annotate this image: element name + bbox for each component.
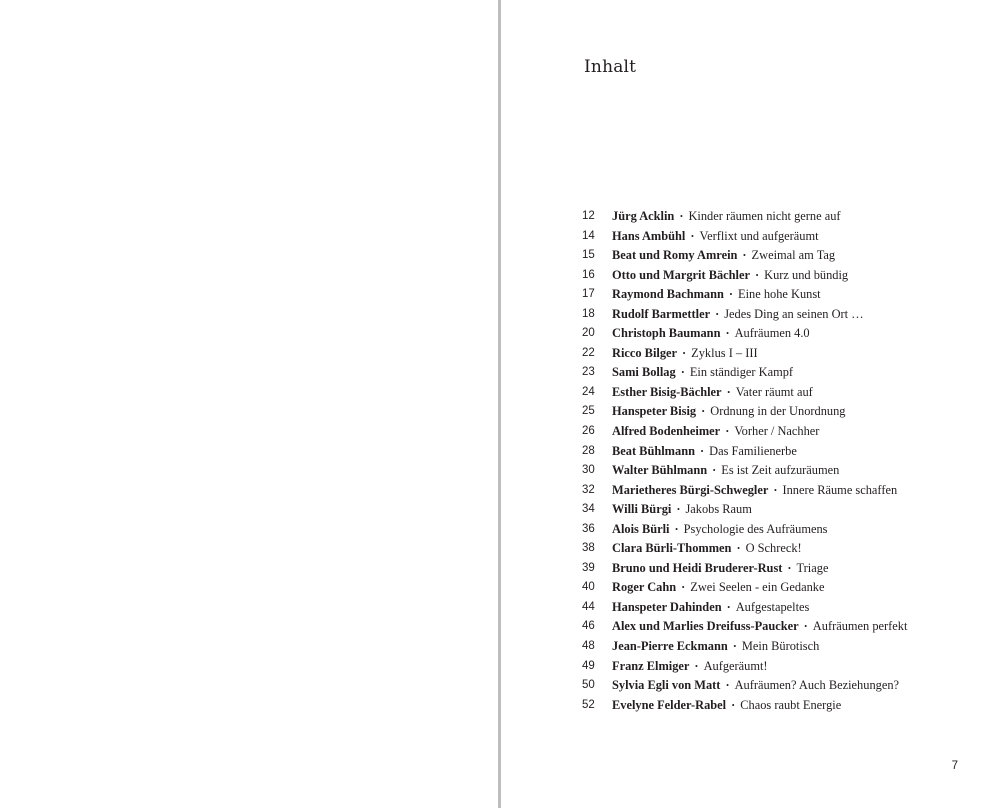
toc-author: Sylvia Egli von Matt xyxy=(612,678,721,693)
toc-page-number: 34 xyxy=(582,503,595,516)
toc-separator: · xyxy=(803,619,808,634)
toc-page-number: 23 xyxy=(582,366,595,379)
toc-title: Ein ständiger Kampf xyxy=(689,365,794,380)
toc-title: Das Familienerbe xyxy=(709,443,797,458)
toc-title: Vorher / Nachher xyxy=(734,424,820,439)
toc-text xyxy=(612,657,768,677)
toc-text xyxy=(612,637,819,657)
toc-entry[interactable] xyxy=(501,461,1000,481)
toc-title: Vater räumt auf xyxy=(735,384,813,399)
toc-title: Kinder räumen nicht gerne auf xyxy=(688,209,841,223)
toc-text xyxy=(612,402,846,422)
toc-page-number: 48 xyxy=(582,640,595,653)
toc-separator: · xyxy=(736,541,741,556)
toc-page-number: 17 xyxy=(582,288,595,301)
toc-title: Kurz und bündig xyxy=(764,267,849,282)
toc-page-number: 22 xyxy=(582,346,595,359)
toc-page-number: 20 xyxy=(582,327,595,340)
toc-entry[interactable] xyxy=(501,285,1000,305)
toc-author: Beat und Romy Amrein xyxy=(612,248,738,263)
toc-title: Innere Räume schaffen xyxy=(782,482,898,497)
toc-title: Aufgestapeltes xyxy=(735,599,810,614)
toc-separator: · xyxy=(732,639,737,654)
toc-separator: · xyxy=(728,287,734,302)
toc-entry[interactable] xyxy=(501,520,1000,540)
toc-text xyxy=(612,422,819,442)
toc-author: Hans Ambühl xyxy=(612,228,686,243)
toc-text xyxy=(612,559,828,579)
toc-page-number: 30 xyxy=(582,464,595,477)
toc-title: Jakobs Raum xyxy=(685,502,752,517)
toc-entry[interactable] xyxy=(501,598,1000,618)
toc-author: Marietheres Bürgi-Schwegler xyxy=(612,482,769,497)
toc-entry[interactable] xyxy=(501,696,1000,716)
left-page xyxy=(0,0,498,808)
toc-entry[interactable] xyxy=(501,422,1000,442)
toc-entry[interactable] xyxy=(501,363,1000,383)
toc-title: Chaos raubt Energie xyxy=(740,697,842,712)
toc-separator: · xyxy=(715,306,720,321)
toc-title: Zyklus I – III xyxy=(691,345,758,360)
toc-text xyxy=(612,344,758,364)
toc-author: Alex und Marlies Dreifuss-Paucker xyxy=(612,619,799,634)
toc-author: Willi Bürgi xyxy=(612,502,672,517)
page-number: 7 xyxy=(951,760,958,772)
toc-text xyxy=(612,617,907,637)
toc-separator: · xyxy=(699,443,705,458)
toc-page-number: 28 xyxy=(582,444,595,457)
toc-entry[interactable] xyxy=(501,500,1000,520)
toc-page-number: 44 xyxy=(582,600,595,613)
toc-entry[interactable] xyxy=(501,676,1000,696)
toc-text xyxy=(612,285,821,305)
toc-separator: · xyxy=(725,424,730,439)
toc-title: Ordnung in der Unordnung xyxy=(710,404,846,419)
toc-page-number: 38 xyxy=(582,542,595,555)
toc-title: Aufräumen 4.0 xyxy=(734,326,810,341)
toc-author: Clara Bürli-Thommen xyxy=(612,541,732,556)
toc-text xyxy=(612,461,839,481)
toc-separator: · xyxy=(674,521,679,536)
toc-page-number: 12 xyxy=(582,210,595,222)
toc-page-number: 15 xyxy=(582,249,595,262)
toc-separator: · xyxy=(731,697,736,712)
toc-author: Alois Bürli xyxy=(612,521,670,536)
toc-text xyxy=(612,305,864,325)
toc-title: Aufräumen perfekt xyxy=(812,619,908,634)
toc-author: Ricco Bilger xyxy=(612,345,678,360)
toc-text xyxy=(612,324,810,344)
toc-entry[interactable] xyxy=(501,383,1000,403)
toc-title: Mein Bürotisch xyxy=(741,639,820,654)
toc-entry[interactable] xyxy=(501,617,1000,637)
toc-author: Hanspeter Bisig xyxy=(612,404,697,419)
toc-text xyxy=(612,481,897,501)
toc-author: Evelyne Felder-Rabel xyxy=(612,697,727,712)
toc-separator: · xyxy=(682,345,687,360)
toc-text xyxy=(612,227,819,247)
toc-separator: · xyxy=(726,384,731,399)
toc-author: Roger Cahn xyxy=(612,580,677,595)
toc-entry[interactable] xyxy=(501,324,1000,344)
toc-entry[interactable] xyxy=(501,559,1000,579)
toc-title: Triage xyxy=(796,560,829,575)
toc-text xyxy=(612,500,752,520)
toc-page-number: 49 xyxy=(582,659,595,672)
toc-page-number: 26 xyxy=(582,425,595,438)
toc-author: Walter Bühlmann xyxy=(612,463,708,478)
table-of-contents xyxy=(501,207,1000,715)
toc-text xyxy=(612,363,793,383)
toc-entry[interactable] xyxy=(501,402,1000,422)
toc-text xyxy=(612,246,835,266)
toc-author: Alfred Bodenheimer xyxy=(612,424,721,439)
toc-entry[interactable] xyxy=(501,246,1000,266)
toc-text xyxy=(612,539,802,559)
toc-entry[interactable] xyxy=(501,637,1000,657)
toc-separator: · xyxy=(725,678,730,693)
toc-separator: · xyxy=(773,482,778,497)
toc-separator: · xyxy=(726,599,731,614)
toc-title: O Schreck! xyxy=(745,541,802,556)
toc-text xyxy=(612,578,824,598)
toc-title: Eine hohe Kunst xyxy=(738,287,821,302)
toc-page-number: 24 xyxy=(582,385,595,398)
toc-entry[interactable] xyxy=(501,539,1000,559)
toc-separator: · xyxy=(725,326,730,341)
toc-author: Sami Bollag xyxy=(612,365,676,380)
toc-text xyxy=(612,676,899,696)
toc-title: Psychologie des Aufräumens xyxy=(683,521,828,536)
toc-author: Hanspeter Dahinden xyxy=(612,599,722,614)
toc-author: Jürg Acklin xyxy=(612,209,675,223)
toc-separator: · xyxy=(679,209,684,223)
toc-separator: · xyxy=(694,658,699,673)
toc-text xyxy=(612,383,813,403)
toc-separator: · xyxy=(755,267,760,282)
toc-author: Rudolf Barmettler xyxy=(612,306,711,321)
toc-text xyxy=(612,696,841,716)
toc-separator: · xyxy=(680,365,685,380)
toc-separator: · xyxy=(712,463,717,478)
toc-author: Franz Elmiger xyxy=(612,658,690,673)
toc-author: Christoph Baumann xyxy=(612,326,721,341)
toc-separator: · xyxy=(690,228,695,243)
toc-author: Beat Bühlmann xyxy=(612,443,695,458)
toc-text xyxy=(612,207,841,227)
toc-page-number: 32 xyxy=(582,483,595,496)
toc-separator: · xyxy=(787,560,792,575)
toc-page-number: 36 xyxy=(582,522,595,535)
toc-entry[interactable] xyxy=(501,481,1000,501)
toc-text xyxy=(612,598,809,618)
toc-author: Bruno und Heidi Bruderer-Rust xyxy=(612,560,783,575)
toc-page-number: 46 xyxy=(582,620,595,633)
toc-entry[interactable] xyxy=(501,578,1000,598)
toc-title: Zwei Seelen - ein Gedanke xyxy=(690,580,825,595)
toc-title: Aufräumen? Auch Beziehungen? xyxy=(734,678,900,693)
toc-entry[interactable] xyxy=(501,207,1000,227)
toc-author: Jean-Pierre Eckmann xyxy=(612,639,728,654)
toc-title: Es ist Zeit aufzuräumen xyxy=(721,463,840,478)
toc-text xyxy=(612,266,848,286)
toc-author: Esther Bisig-Bächler xyxy=(612,384,722,399)
toc-title: Verflixt und aufgeräumt xyxy=(699,228,819,243)
toc-text xyxy=(612,520,828,540)
toc-entry[interactable] xyxy=(501,266,1000,286)
toc-author: Otto und Margrit Bächler xyxy=(612,267,750,282)
toc-text xyxy=(612,442,797,462)
toc-title: Jedes Ding an seinen Ort … xyxy=(724,306,864,321)
toc-page-number: 14 xyxy=(582,229,595,242)
toc-entry[interactable] xyxy=(501,657,1000,677)
toc-separator: · xyxy=(681,580,686,595)
toc-separator: · xyxy=(676,502,681,517)
toc-page-number: 40 xyxy=(582,581,595,594)
toc-page-number: 39 xyxy=(582,561,595,574)
toc-page-number: 18 xyxy=(582,307,595,320)
toc-title: Zweimal am Tag xyxy=(751,248,836,263)
toc-author: Raymond Bachmann xyxy=(612,287,724,302)
toc-page-number: 25 xyxy=(582,405,595,418)
toc-entry[interactable] xyxy=(501,227,1000,247)
toc-page-number: 16 xyxy=(582,268,595,281)
toc-page-number: 50 xyxy=(582,679,595,692)
toc-entry[interactable] xyxy=(501,344,1000,364)
toc-separator: · xyxy=(701,404,706,419)
toc-page-number: 52 xyxy=(582,698,595,711)
toc-separator: · xyxy=(742,248,747,263)
right-page xyxy=(501,0,1000,808)
toc-title: Aufgeräumt! xyxy=(703,658,768,673)
page-title: Inhalt xyxy=(584,57,637,77)
toc-entry[interactable] xyxy=(501,305,1000,325)
toc-entry[interactable] xyxy=(501,442,1000,462)
